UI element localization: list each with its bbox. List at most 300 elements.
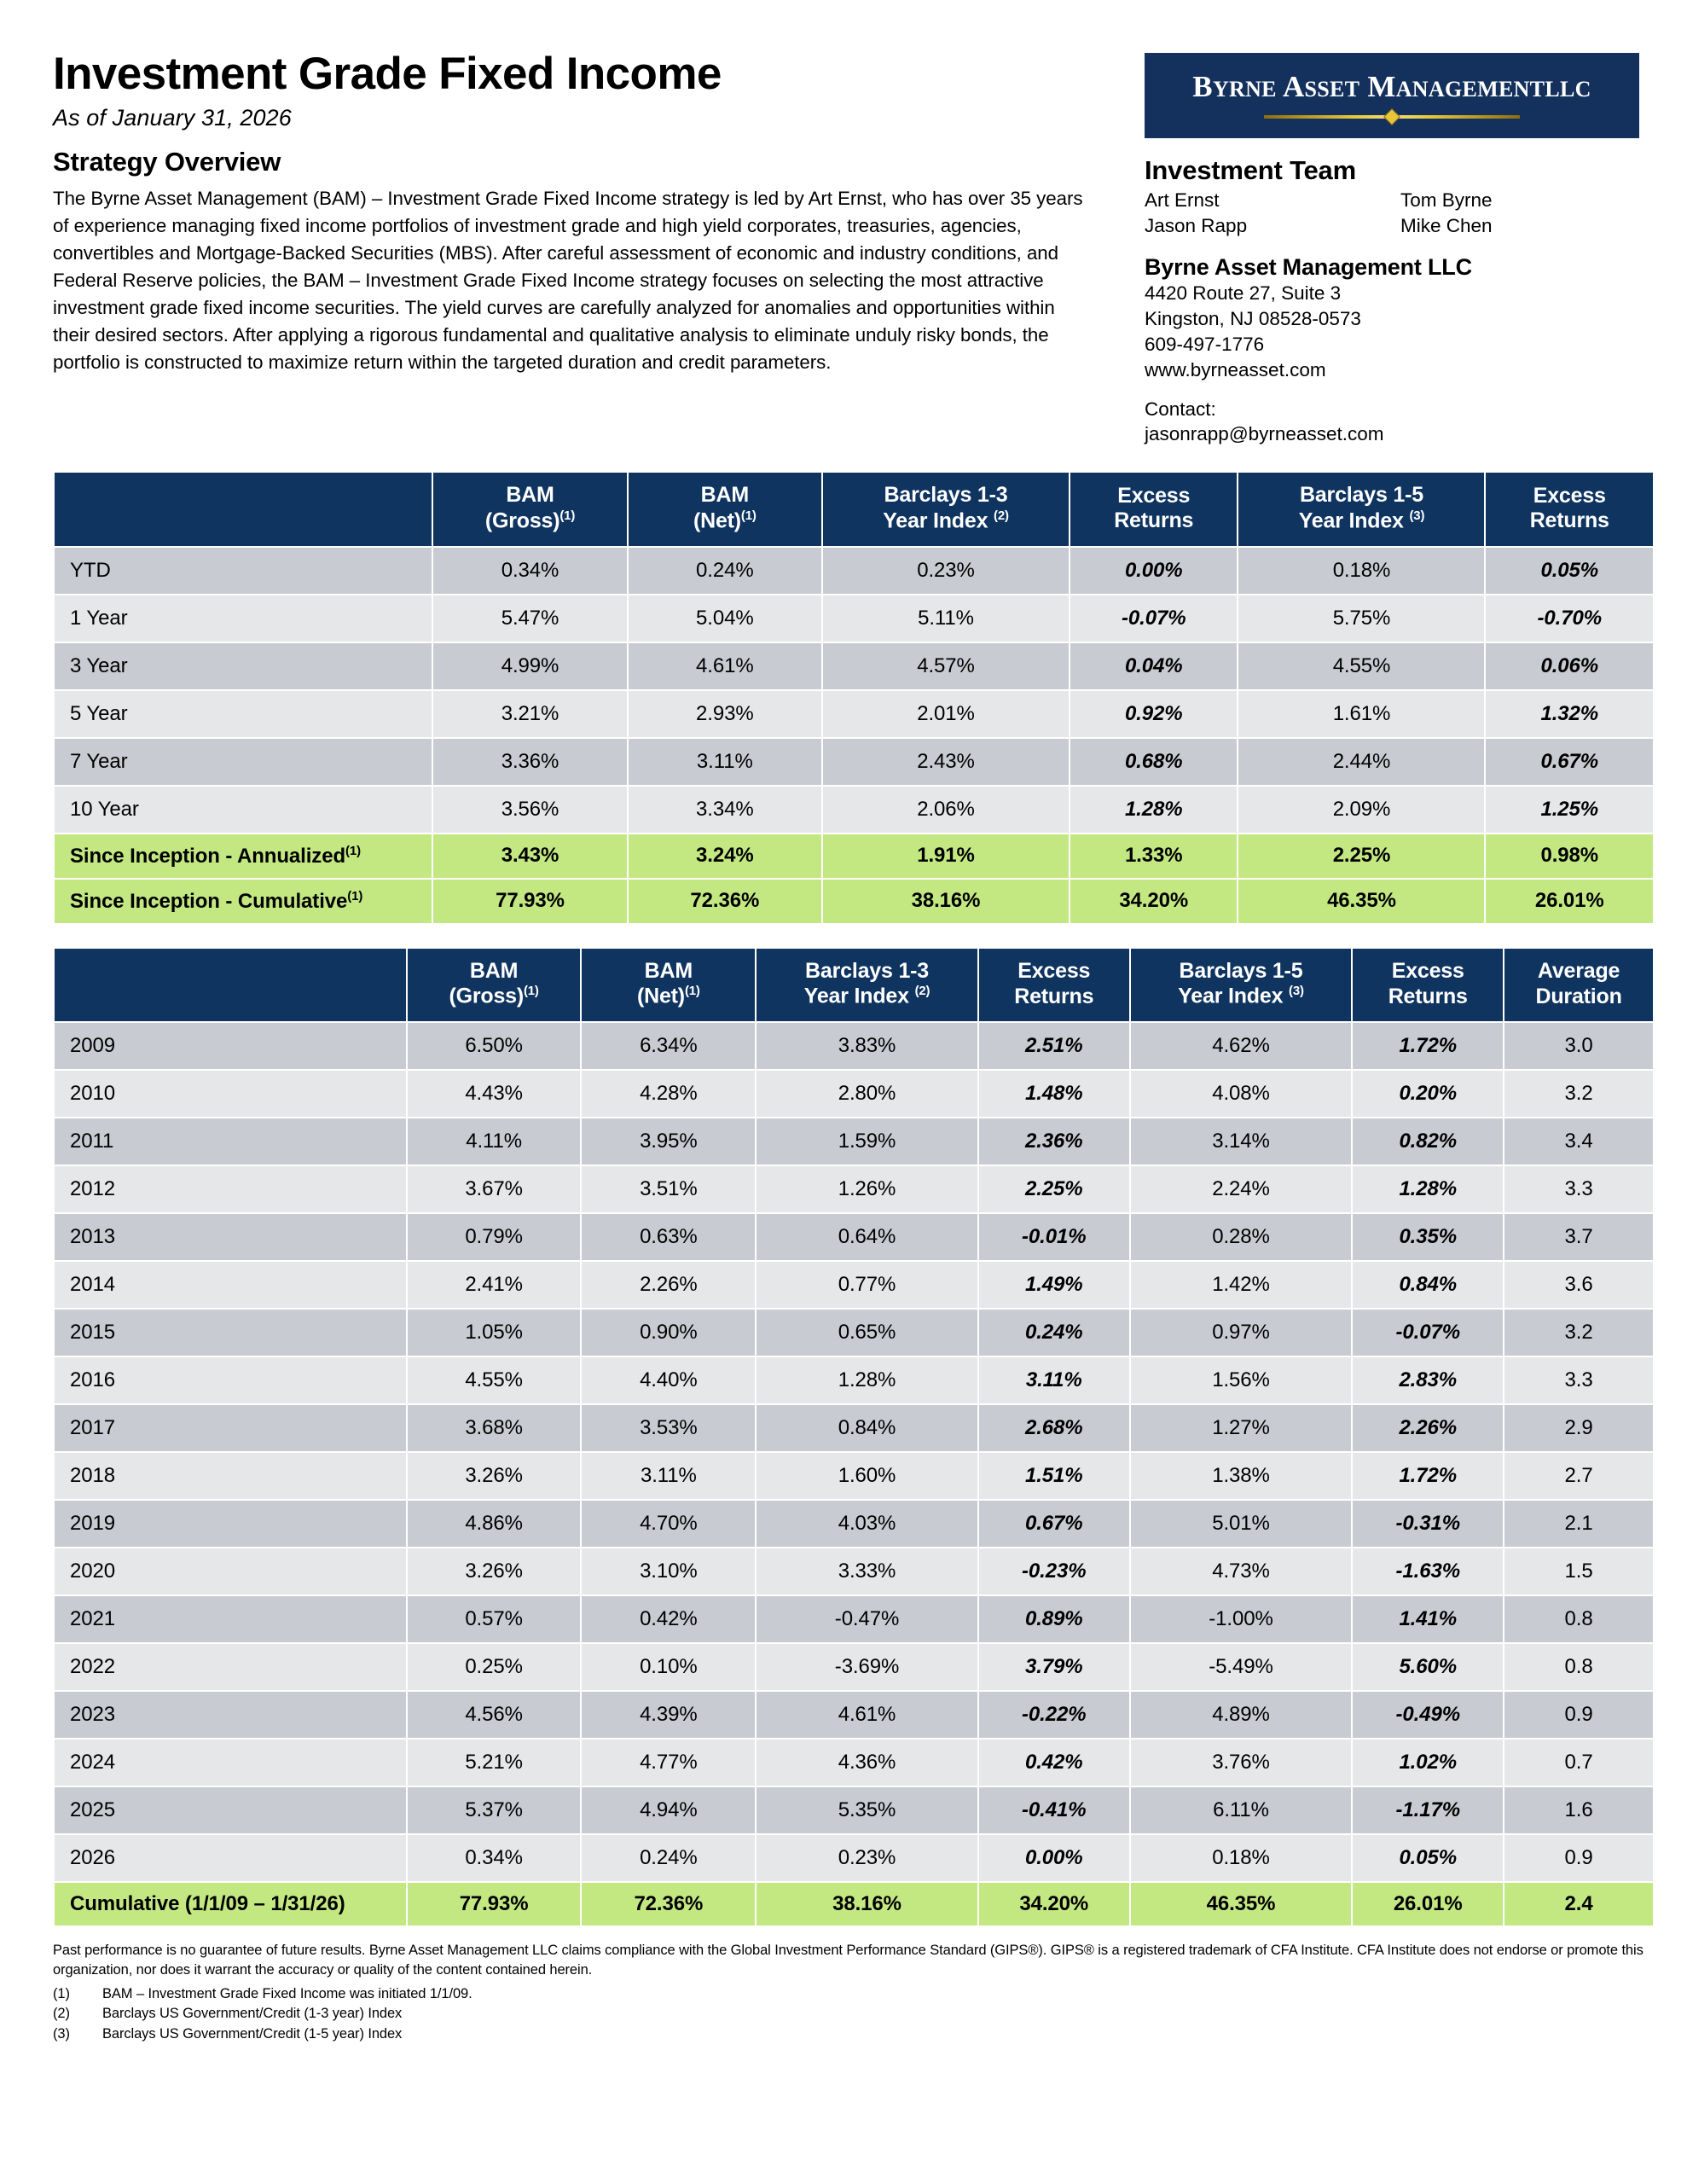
cell-c3: 38.16%: [823, 880, 1069, 923]
table-row-highlight: [55, 1883, 1653, 1926]
cell-c6: -0.31%: [1353, 1501, 1503, 1547]
team-column-right: [1400, 188, 1656, 239]
cell-c3: 1.60%: [757, 1453, 977, 1499]
table-row: [55, 739, 1653, 785]
cell-c2: 0.24%: [582, 1835, 755, 1881]
cell-c3: 5.35%: [757, 1787, 977, 1833]
team-member: Tom Byrne: [1400, 189, 1493, 211]
cell-c2: 4.28%: [582, 1071, 755, 1117]
cell-c1: 4.11%: [408, 1118, 581, 1165]
cell-c7: 3.2: [1504, 1310, 1653, 1356]
column-header-4: Excess Returns: [979, 949, 1129, 1021]
row-label: 2023: [55, 1692, 406, 1738]
cell-c1: 77.93%: [408, 1883, 581, 1926]
cell-c6: 5.60%: [1353, 1644, 1503, 1690]
cell-c7: 3.4: [1504, 1118, 1653, 1165]
cell-c2: 4.77%: [582, 1740, 755, 1786]
row-label: 2012: [55, 1166, 406, 1212]
row-label: 7 Year: [55, 739, 432, 785]
row-label: 10 Year: [55, 787, 432, 833]
cell-c5: 4.08%: [1131, 1071, 1352, 1117]
cell-c1: 4.56%: [408, 1692, 581, 1738]
cell-c4: 0.42%: [979, 1740, 1129, 1786]
cell-c4: 0.68%: [1070, 739, 1237, 785]
cell-c5: 0.97%: [1131, 1310, 1352, 1356]
cell-c3: 2.01%: [823, 691, 1069, 737]
cell-c1: 4.86%: [408, 1501, 581, 1547]
cell-c4: -0.07%: [1070, 595, 1237, 642]
cell-c1: 3.26%: [408, 1548, 581, 1594]
footnote-text: Barclays US Government/Credit (1-3 year) Index: [102, 2006, 403, 2022]
table-row: [55, 1262, 1653, 1308]
cell-c6: 0.05%: [1486, 548, 1653, 594]
column-header-label: [55, 949, 406, 1021]
cell-c6: 0.82%: [1353, 1118, 1503, 1165]
strategy-overview-text: The Byrne Asset Management (BAM) – Investment Grade Fixed Income strategy is led by Art Ernst, who has over 35 years of experience managing fixed income portfolios of investment grade and high yield corporates, treasuries, agencies, convertibles and Mortgage-Backed Securities (MBS). After careful assessment of economic and industry conditions, and Federal Reserve policies, the BAM – Investment Grade Fixed Income strategy focuses on selecting the most attractive investment grade fixed income securities. The yield curves are carefully analyzed for anomalies and opportunities within their desired sectors. After applying a rigorous fundamental and qualitative analysis to eliminate unduly risky bonds, the portfolio is constructed to maximize return within the targeted duration and credit parameters.: [53, 188, 1083, 374]
cell-c4: 0.00%: [1070, 548, 1237, 594]
table-row: [55, 1405, 1653, 1451]
cell-c6: 2.83%: [1353, 1357, 1503, 1403]
footnote-item: [53, 1984, 1655, 2004]
team-column-left: [1145, 188, 1400, 239]
cell-c5: 1.42%: [1131, 1262, 1352, 1308]
cell-c7: 2.1: [1504, 1501, 1653, 1547]
footnotes: [53, 1941, 1655, 2044]
cell-c3: 2.80%: [757, 1071, 977, 1117]
trailing-returns-table: [53, 471, 1655, 924]
cell-c3: 5.11%: [823, 595, 1069, 642]
cell-c4: 1.48%: [979, 1071, 1129, 1117]
cell-c3: -3.69%: [757, 1644, 977, 1690]
firm-address-line-1: 4420 Route 27, Suite 3: [1145, 282, 1342, 304]
cell-c5: -5.49%: [1131, 1644, 1352, 1690]
cell-c3: 3.33%: [757, 1548, 977, 1594]
logo-gold-rule: [1264, 110, 1520, 124]
row-label: 5 Year: [55, 691, 432, 737]
contact-email-link[interactable]: jasonrapp@byrneasset.com: [1145, 423, 1384, 445]
cell-c5: 0.28%: [1131, 1214, 1352, 1260]
cell-c5: 3.76%: [1131, 1740, 1352, 1786]
table-row: [55, 787, 1653, 833]
row-label: Since Inception - Annualized$^{(1)}$: [55, 834, 432, 878]
cell-c3: 1.91%: [823, 834, 1069, 878]
cell-c1: 5.47%: [433, 595, 626, 642]
cell-c3: 4.57%: [823, 643, 1069, 689]
cell-c2: 72.36%: [629, 880, 821, 923]
cell-c6: -0.07%: [1353, 1310, 1503, 1356]
table-row: [55, 1740, 1653, 1786]
firm-address-line-2: Kingston, NJ 08528-0573: [1145, 307, 1361, 329]
cell-c1: 6.50%: [408, 1023, 581, 1069]
cell-c5: 46.35%: [1238, 880, 1484, 923]
cell-c4: 0.24%: [979, 1310, 1129, 1356]
cell-c1: 4.43%: [408, 1071, 581, 1117]
cell-c4: -0.22%: [979, 1692, 1129, 1738]
footnote-number: (3): [53, 2025, 70, 2042]
cell-c5: 2.24%: [1131, 1166, 1352, 1212]
cell-c4: -0.23%: [979, 1548, 1129, 1594]
firm-name: Byrne Asset Management LLC: [1145, 253, 1472, 280]
cell-c7: 3.7: [1504, 1214, 1653, 1260]
logo-word-management-cap: M: [1367, 69, 1396, 103]
cell-c2: 4.61%: [629, 643, 821, 689]
cell-c2: 4.39%: [582, 1692, 755, 1738]
cell-c6: 1.72%: [1353, 1023, 1503, 1069]
cell-c7: 0.8: [1504, 1644, 1653, 1690]
table-header-row: [55, 473, 1653, 545]
cell-c6: 1.72%: [1353, 1453, 1503, 1499]
footnote-text: Barclays US Government/Credit (1-5 year) Index: [102, 2025, 403, 2042]
cell-c4: 0.67%: [979, 1501, 1129, 1547]
cell-c4: 3.11%: [979, 1357, 1129, 1403]
column-header-5: Barclays 1-5 Year Index $^{(3)}$: [1238, 473, 1484, 545]
cell-c5: 1.27%: [1131, 1405, 1352, 1451]
cell-c6: 1.32%: [1486, 691, 1653, 737]
column-header-5: Barclays 1-5 Year Index $^{(3)}$: [1131, 949, 1352, 1021]
cell-c6: 0.20%: [1353, 1071, 1503, 1117]
cell-c1: 0.79%: [408, 1214, 581, 1260]
cell-c4: -0.01%: [979, 1214, 1129, 1260]
table-row: [55, 1166, 1653, 1212]
row-label: Since Inception - Cumulative$^{(1)}$: [55, 880, 432, 923]
cell-c1: 3.26%: [408, 1453, 581, 1499]
cell-c4: 34.20%: [1070, 880, 1237, 923]
table-row: [55, 1118, 1653, 1165]
strategy-overview-heading: Strategy Overview: [53, 147, 281, 177]
column-header-6: Excess Returns: [1486, 473, 1653, 545]
row-label: 2010: [55, 1071, 406, 1117]
row-label: 2013: [55, 1214, 406, 1260]
footnote-number: (1): [53, 1985, 70, 2001]
cell-c2: 72.36%: [582, 1883, 755, 1926]
cell-c6: 0.35%: [1353, 1214, 1503, 1260]
cell-c5: 1.38%: [1131, 1453, 1352, 1499]
row-label: 2015: [55, 1310, 406, 1356]
cell-c2: 3.24%: [629, 834, 821, 878]
table-row: [55, 1071, 1653, 1117]
cell-c2: 4.94%: [582, 1787, 755, 1833]
logo-word-asset-rest: SSET: [1304, 76, 1360, 102]
cell-c5: 5.75%: [1238, 595, 1484, 642]
cell-c5: 0.18%: [1131, 1835, 1352, 1881]
investment-team-list: [1145, 188, 1656, 239]
table-row: [55, 548, 1653, 594]
cell-c6: -1.63%: [1353, 1548, 1503, 1594]
table-row-highlight: [55, 834, 1653, 878]
cell-c2: 2.26%: [582, 1262, 755, 1308]
cell-c2: 0.63%: [582, 1214, 755, 1260]
cell-c3: 2.06%: [823, 787, 1069, 833]
cell-c6: 2.26%: [1353, 1405, 1503, 1451]
table-row: [55, 1596, 1653, 1642]
table-row: [55, 691, 1653, 737]
footnote-list: [53, 1984, 1655, 2044]
cell-c4: 3.79%: [979, 1644, 1129, 1690]
cell-c1: 1.05%: [408, 1310, 581, 1356]
cell-c7: 0.7: [1504, 1740, 1653, 1786]
table-row: [55, 595, 1653, 642]
cell-c2: 3.11%: [582, 1453, 755, 1499]
cell-c7: 3.2: [1504, 1071, 1653, 1117]
cell-c6: 1.02%: [1353, 1740, 1503, 1786]
logo-word-byrne-cap: B: [1192, 69, 1213, 103]
cell-c2: 3.10%: [582, 1548, 755, 1594]
cell-c1: 3.67%: [408, 1166, 581, 1212]
table-row: [55, 1644, 1653, 1690]
table-row: [55, 1692, 1653, 1738]
cell-c5: 3.14%: [1131, 1118, 1352, 1165]
cell-c4: 0.00%: [979, 1835, 1129, 1881]
firm-website-link[interactable]: www.byrneasset.com: [1145, 358, 1326, 380]
cell-c7: 3.0: [1504, 1023, 1653, 1069]
row-label: 2024: [55, 1740, 406, 1786]
cell-c3: 1.26%: [757, 1166, 977, 1212]
row-label: 2018: [55, 1453, 406, 1499]
logo-word-llc: LLC: [1545, 76, 1591, 102]
table-row: [55, 643, 1653, 689]
cell-c3: 0.64%: [757, 1214, 977, 1260]
row-label: 3 Year: [55, 643, 432, 689]
table-row: [55, 1023, 1653, 1069]
logo-word-asset-cap: A: [1282, 69, 1305, 103]
team-member: Art Ernst: [1145, 189, 1220, 211]
logo-wordmark: [1192, 68, 1591, 102]
cell-c5: 4.62%: [1131, 1023, 1352, 1069]
cell-c4: 0.04%: [1070, 643, 1237, 689]
table-header-row: [55, 949, 1653, 1021]
column-header-2: BAM (Net)$^{(1)}$: [582, 949, 755, 1021]
disclaimer-text: Past performance is no guarantee of future results. Byrne Asset Management LLC claims compliance with the Global Investment Performance Standard (GIPS®). GIPS® is a registered trademark of CFA Institute. CFA Institute does not endorse or promote this organization, nor does it warrant the accuracy or quality of the content contained herein.: [53, 1943, 1644, 1978]
cell-c4: 0.92%: [1070, 691, 1237, 737]
logo-word-management-rest: ANAGEMENT: [1395, 76, 1545, 102]
cell-c3: 0.23%: [757, 1835, 977, 1881]
cell-c3: 0.65%: [757, 1310, 977, 1356]
cell-c2: 3.53%: [582, 1405, 755, 1451]
row-label: YTD: [55, 548, 432, 594]
table-row-highlight: [55, 880, 1653, 923]
row-label: 2021: [55, 1596, 406, 1642]
table-row: [55, 1453, 1653, 1499]
cell-c5: 6.11%: [1131, 1787, 1352, 1833]
cell-c1: 3.68%: [408, 1405, 581, 1451]
column-header-3: Barclays 1-3 Year Index $^{(2)}$: [757, 949, 977, 1021]
cell-c5: 2.44%: [1238, 739, 1484, 785]
team-member: Jason Rapp: [1145, 214, 1248, 236]
row-label: 2022: [55, 1644, 406, 1690]
table-row: [55, 1310, 1653, 1356]
row-label: 2020: [55, 1548, 406, 1594]
table-row: [55, 1357, 1653, 1403]
table-row: [55, 1501, 1653, 1547]
cell-c3: 0.23%: [823, 548, 1069, 594]
cell-c7: 2.9: [1504, 1405, 1653, 1451]
cell-c6: 0.67%: [1486, 739, 1653, 785]
cell-c6: 1.41%: [1353, 1596, 1503, 1642]
cell-c2: 0.42%: [582, 1596, 755, 1642]
page-title: Investment Grade Fixed Income: [53, 49, 722, 99]
page-header: [53, 49, 1655, 447]
cell-c7: 2.4: [1504, 1883, 1653, 1926]
cell-c7: 0.9: [1504, 1835, 1653, 1881]
cell-c6: 0.05%: [1353, 1835, 1503, 1881]
cell-c7: 1.5: [1504, 1548, 1653, 1594]
investment-team-heading: Investment Team: [1145, 155, 1356, 185]
cell-c6: -0.49%: [1353, 1692, 1503, 1738]
cell-c2: 0.90%: [582, 1310, 755, 1356]
cell-c3: 4.36%: [757, 1740, 977, 1786]
contact-block: [1145, 397, 1656, 448]
cell-c4: 2.68%: [979, 1405, 1129, 1451]
row-label: 1 Year: [55, 595, 432, 642]
footnote-text: BAM – Investment Grade Fixed Income was initiated 1/1/09.: [102, 1985, 472, 2001]
cell-c5: 4.89%: [1131, 1692, 1352, 1738]
cell-c3: 1.28%: [757, 1357, 977, 1403]
cell-c2: 6.34%: [582, 1023, 755, 1069]
row-label: 2026: [55, 1835, 406, 1881]
cell-c2: 3.34%: [629, 787, 821, 833]
row-label: 2025: [55, 1787, 406, 1833]
cell-c5: 4.55%: [1238, 643, 1484, 689]
cell-c7: 3.3: [1504, 1357, 1653, 1403]
cell-c3: 0.84%: [757, 1405, 977, 1451]
column-header-7: Average Duration: [1504, 949, 1653, 1021]
row-label: 2017: [55, 1405, 406, 1451]
cell-c1: 5.37%: [408, 1787, 581, 1833]
cell-c4: 1.51%: [979, 1453, 1129, 1499]
row-label: 2019: [55, 1501, 406, 1547]
row-label: 2009: [55, 1023, 406, 1069]
annual-returns-table: [53, 947, 1655, 1927]
column-header-4: Excess Returns: [1070, 473, 1237, 545]
cell-c5: 0.18%: [1238, 548, 1484, 594]
cell-c3: 1.59%: [757, 1118, 977, 1165]
column-header-3: Barclays 1-3 Year Index $^{(2)}$: [823, 473, 1069, 545]
table-row: [55, 1214, 1653, 1260]
cell-c5: 4.73%: [1131, 1548, 1352, 1594]
cell-c6: 0.98%: [1486, 834, 1653, 878]
cell-c6: 1.28%: [1353, 1166, 1503, 1212]
cell-c1: 4.99%: [433, 643, 626, 689]
cell-c4: -0.41%: [979, 1787, 1129, 1833]
cell-c1: 4.55%: [408, 1357, 581, 1403]
cell-c3: 2.43%: [823, 739, 1069, 785]
cell-c7: 0.8: [1504, 1596, 1653, 1642]
cell-c5: 46.35%: [1131, 1883, 1352, 1926]
cell-c7: 3.3: [1504, 1166, 1653, 1212]
cell-c2: 0.10%: [582, 1644, 755, 1690]
cell-c5: 1.56%: [1131, 1357, 1352, 1403]
cell-c4: 2.25%: [979, 1166, 1129, 1212]
cell-c1: 77.93%: [433, 880, 626, 923]
cell-c1: 0.34%: [408, 1835, 581, 1881]
cell-c5: 5.01%: [1131, 1501, 1352, 1547]
table-row: [55, 1548, 1653, 1594]
column-header-label: [55, 473, 432, 545]
cell-c4: 0.89%: [979, 1596, 1129, 1642]
cell-c6: -0.70%: [1486, 595, 1653, 642]
footnote-item: [53, 2024, 1655, 2044]
cell-c3: 3.83%: [757, 1023, 977, 1069]
firm-phone[interactable]: 609-497-1776: [1145, 333, 1265, 355]
cell-c5: -1.00%: [1131, 1596, 1352, 1642]
cell-c2: 5.04%: [629, 595, 821, 642]
cell-c1: 0.25%: [408, 1644, 581, 1690]
cell-c3: 0.77%: [757, 1262, 977, 1308]
row-label: 2016: [55, 1357, 406, 1403]
cell-c1: 5.21%: [408, 1740, 581, 1786]
row-label: Cumulative (1/1/09 – 1/31/26): [55, 1883, 406, 1926]
cell-c6: 26.01%: [1486, 880, 1653, 923]
cell-c2: 3.51%: [582, 1166, 755, 1212]
cell-c2: 4.70%: [582, 1501, 755, 1547]
cell-c5: 2.25%: [1238, 834, 1484, 878]
logo-word-byrne-rest: YRNE: [1212, 76, 1277, 102]
cell-c6: 1.25%: [1486, 787, 1653, 833]
as-of-date: As of January 31, 2026: [53, 105, 292, 131]
cell-c3: 38.16%: [757, 1883, 977, 1926]
cell-c2: 0.24%: [629, 548, 821, 594]
company-logo: [1145, 53, 1639, 138]
header-left-column: [53, 49, 1145, 376]
cell-c1: 3.43%: [433, 834, 626, 878]
footnote-item: [53, 2004, 1655, 2024]
cell-c1: 3.36%: [433, 739, 626, 785]
cell-c4: 2.36%: [979, 1118, 1129, 1165]
cell-c1: 2.41%: [408, 1262, 581, 1308]
cell-c1: 0.57%: [408, 1596, 581, 1642]
column-header-2: BAM (Net)$^{(1)}$: [629, 473, 821, 545]
cell-c6: 0.06%: [1486, 643, 1653, 689]
cell-c5: 2.09%: [1238, 787, 1484, 833]
row-label: 2014: [55, 1262, 406, 1308]
column-header-1: BAM (Gross)$^{(1)}$: [408, 949, 581, 1021]
cell-c4: 1.33%: [1070, 834, 1237, 878]
cell-c6: 26.01%: [1353, 1883, 1503, 1926]
cell-c7: 0.9: [1504, 1692, 1653, 1738]
cell-c2: 2.93%: [629, 691, 821, 737]
cell-c4: 2.51%: [979, 1023, 1129, 1069]
cell-c1: 0.34%: [433, 548, 626, 594]
cell-c2: 4.40%: [582, 1357, 755, 1403]
cell-c4: 1.28%: [1070, 787, 1237, 833]
team-member: Mike Chen: [1400, 214, 1493, 236]
row-label: 2011: [55, 1118, 406, 1165]
cell-c5: 1.61%: [1238, 691, 1484, 737]
cell-c4: 1.49%: [979, 1262, 1129, 1308]
cell-c7: 2.7: [1504, 1453, 1653, 1499]
logo-diamond-icon: [1383, 108, 1400, 125]
cell-c2: 3.95%: [582, 1118, 755, 1165]
footnote-number: (2): [53, 2006, 70, 2022]
cell-c7: 1.6: [1504, 1787, 1653, 1833]
cell-c7: 3.6: [1504, 1262, 1653, 1308]
cell-c1: 3.56%: [433, 787, 626, 833]
cell-c1: 3.21%: [433, 691, 626, 737]
cell-c6: 0.84%: [1353, 1262, 1503, 1308]
column-header-6: Excess Returns: [1353, 949, 1503, 1021]
cell-c3: 4.03%: [757, 1501, 977, 1547]
cell-c3: 4.61%: [757, 1692, 977, 1738]
cell-c2: 3.11%: [629, 739, 821, 785]
column-header-1: BAM (Gross)$^{(1)}$: [433, 473, 626, 545]
table-row: [55, 1835, 1653, 1881]
table-row: [55, 1787, 1653, 1833]
cell-c4: 34.20%: [979, 1883, 1129, 1926]
cell-c3: -0.47%: [757, 1596, 977, 1642]
header-right-column: [1145, 49, 1656, 447]
contact-label: Contact:: [1145, 398, 1216, 420]
cell-c6: -1.17%: [1353, 1787, 1503, 1833]
